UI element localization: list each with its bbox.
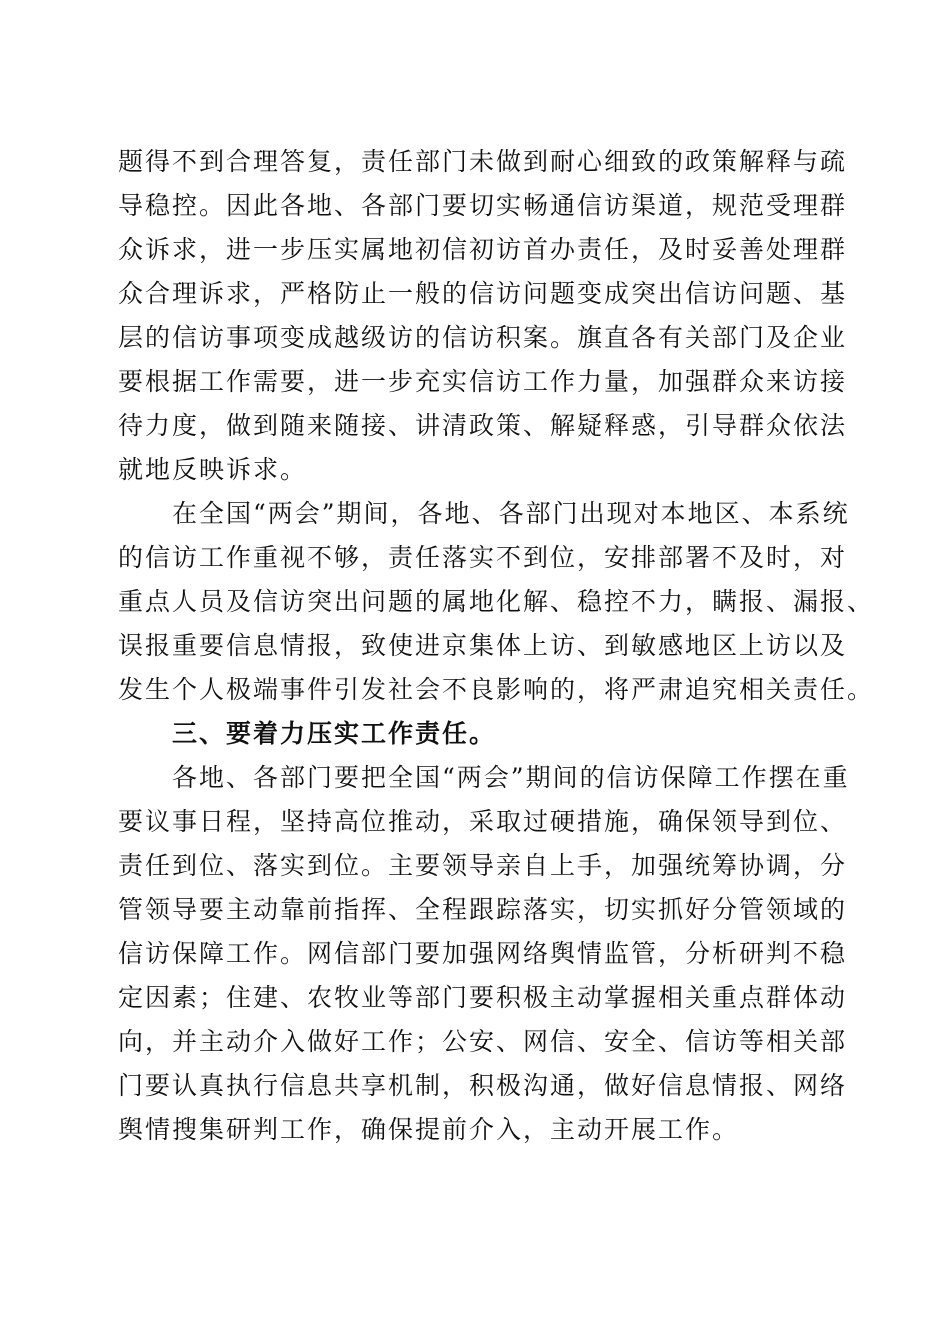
text-line: 信访保障工作。网信部门要加强网络舆情监管，分析研判不稳 bbox=[118, 939, 848, 968]
text-line: 管领导要主动靠前指挥、全程跟踪落实，切实抓好分管领域的 bbox=[118, 895, 848, 924]
text-line: 要根据工作需要，进一步充实信访工作力量，加强群众来访接 bbox=[118, 367, 848, 396]
text-line: 要议事日程，坚持高位推动，采取过硬措施，确保领导到位、 bbox=[118, 807, 848, 836]
text-line: 就地反映诉求。 bbox=[118, 455, 308, 484]
document-body bbox=[118, 140, 875, 1152]
text-line: 导稳控。因此各地、各部门要切实畅通信访渠道，规范受理群 bbox=[118, 191, 848, 220]
text-line: 各地、各部门要把全国“两会”期间的信访保障工作摆在重 bbox=[118, 763, 850, 792]
section-heading: 三、要着力压实工作责任。 bbox=[118, 719, 497, 748]
text-line: 向，并主动介入做好工作；公安、网信、安全、信访等相关部 bbox=[118, 1027, 848, 1056]
text-line: 舆情搜集研判工作，确保提前介入，主动开展工作。 bbox=[118, 1115, 740, 1144]
text-line: 众诉求，进一步压实属地初信初访首办责任，及时妥善处理群 bbox=[118, 235, 848, 264]
text-line: 误报重要信息情报，致使进京集体上访、到敏感地区上访以及 bbox=[118, 631, 848, 660]
text-line: 定因素；住建、农牧业等部门要积极主动掌握相关重点群体动 bbox=[118, 983, 848, 1012]
text-line: 责任到位、落实到位。主要领导亲自上手，加强统筹协调，分 bbox=[118, 851, 848, 880]
text-line: 重点人员及信访突出问题的属地化解、稳控不力，瞒报、漏报、 bbox=[118, 587, 875, 616]
text-line: 发生个人极端事件引发社会不良影响的，将严肃追究相关责任。 bbox=[118, 675, 875, 704]
text-line: 题得不到合理答复，责任部门未做到耐心细致的政策解释与疏 bbox=[118, 147, 848, 176]
text-line: 待力度，做到随来随接、讲清政策、解疑释惑，引导群众依法 bbox=[118, 411, 848, 440]
text-line: 的信访工作重视不够，责任落实不到位，安排部署不及时，对 bbox=[118, 543, 848, 572]
text-line: 门要认真执行信息共享机制，积极沟通，做好信息情报、网络 bbox=[118, 1071, 848, 1100]
text-line: 在全国“两会”期间，各地、各部门出现对本地区、本系统 bbox=[118, 499, 850, 528]
text-line: 众合理诉求，严格防止一般的信访问题变成突出信访问题、基 bbox=[118, 279, 848, 308]
text-line: 层的信访事项变成越级访的信访积案。旗直各有关部门及企业 bbox=[118, 323, 848, 352]
